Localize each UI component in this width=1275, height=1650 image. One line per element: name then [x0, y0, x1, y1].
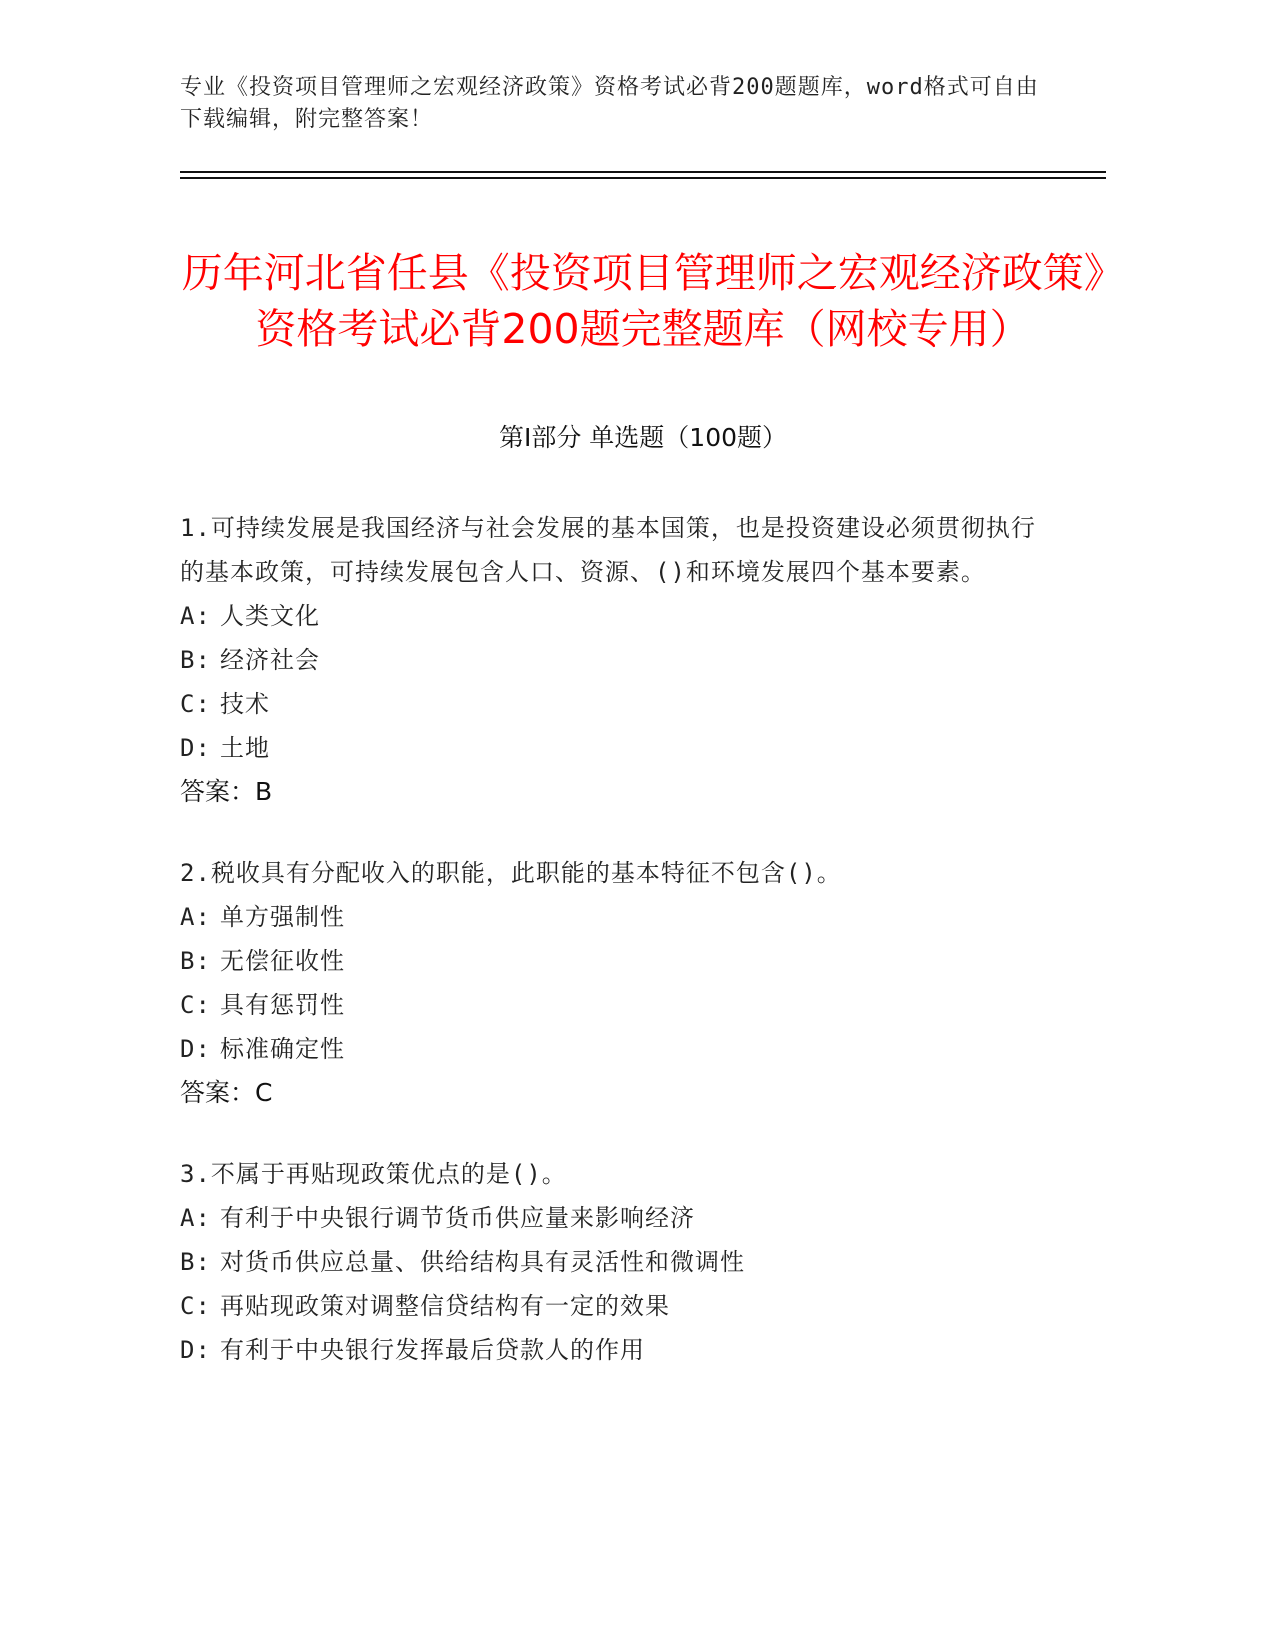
option-b [180, 638, 1040, 682]
option-a [180, 594, 1040, 638]
option-letter: D: [180, 1035, 211, 1063]
option-text: 人类文化 [220, 602, 320, 630]
document-title: 历年河北省任县《投资项目管理师之宏观经济政策》资格考试必背200题完整题库（网校专用） [181, 249, 1105, 354]
option-letter: A: [180, 903, 211, 931]
header-divider-bottom [180, 177, 1106, 179]
option-b [180, 1240, 1040, 1284]
option-letter: C: [180, 1292, 211, 1320]
option-text: 具有惩罚性 [220, 991, 345, 1019]
option-a [180, 895, 1040, 939]
question-3 [180, 1152, 1040, 1372]
option-b [180, 939, 1040, 983]
option-text: 技术 [220, 690, 270, 718]
option-text: 再贴现政策对调整信贷结构有一定的效果 [220, 1292, 670, 1320]
option-text: 有利于中央银行调节货币供应量来影响经济 [220, 1204, 695, 1232]
option-letter: C: [180, 991, 211, 1019]
question-stem: 2.税收具有分配收入的职能，此职能的基本特征不包含()。 [180, 859, 842, 887]
header-divider-top [180, 171, 1106, 173]
option-text: 标准确定性 [220, 1035, 345, 1063]
option-letter: A: [180, 1204, 211, 1232]
section-heading: 第I部分 单选题（100题） [498, 423, 788, 452]
question-list [180, 506, 1040, 1372]
option-letter: C: [180, 690, 211, 718]
option-d [180, 1027, 1040, 1071]
option-text: 土地 [220, 734, 270, 762]
option-c [180, 682, 1040, 726]
option-text: 对货币供应总量、供给结构具有灵活性和微调性 [220, 1248, 745, 1276]
option-letter: B: [180, 947, 211, 975]
option-text: 有利于中央银行发挥最后贷款人的作用 [220, 1336, 645, 1364]
option-c [180, 983, 1040, 1027]
option-d [180, 726, 1040, 770]
question-stem: 3.不属于再贴现政策优点的是()。 [180, 1160, 567, 1188]
option-letter: A: [180, 602, 211, 630]
option-c [180, 1284, 1040, 1328]
option-letter: D: [180, 1336, 211, 1364]
header-note: 专业《投资项目管理师之宏观经济政策》资格考试必背200题题库，word格式可自由下载编辑，附完整答案！ [180, 75, 1039, 132]
option-text: 无偿征收性 [220, 947, 345, 975]
option-d [180, 1328, 1040, 1372]
option-a [180, 1196, 1040, 1240]
option-letter: B: [180, 646, 211, 674]
answer-line: 答案：B [180, 777, 273, 806]
option-letter: B: [180, 1248, 211, 1276]
question-stem: 1.可持续发展是我国经济与社会发展的基本国策，也是投资建设必须贯彻执行的基本政策，可持续发展包含人口、资源、()和环境发展四个基本要素。 [180, 514, 1036, 586]
option-text: 单方强制性 [220, 903, 345, 931]
question-1 [180, 506, 1040, 814]
option-text: 经济社会 [220, 646, 320, 674]
answer-line: 答案：C [180, 1078, 273, 1107]
question-2 [180, 851, 1040, 1115]
option-letter: D: [180, 734, 211, 762]
